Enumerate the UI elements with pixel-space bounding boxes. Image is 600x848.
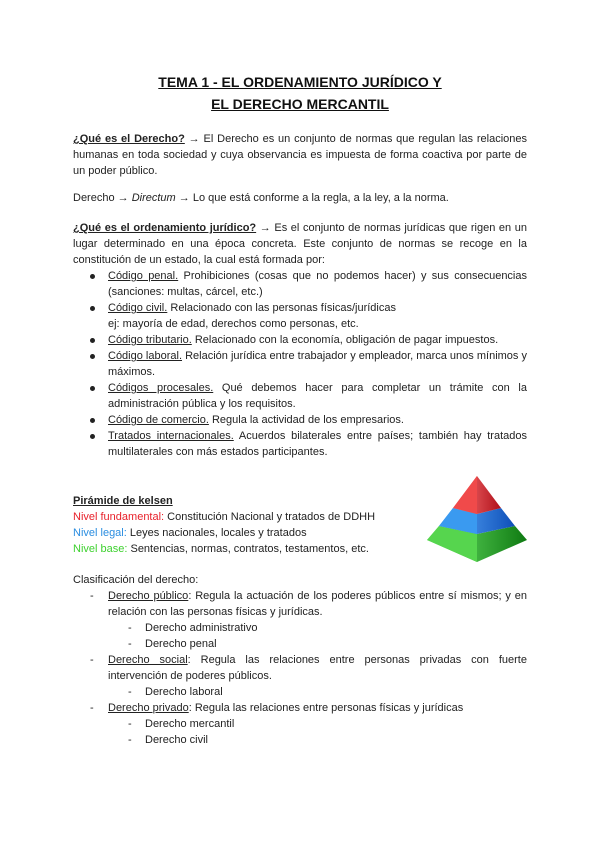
branch-text: : Regula la actuación de los poderes públicos entre sí mismos; y en relación con las personas físicas y jurídicas.: [108, 590, 528, 618]
bullet-icon: [90, 434, 95, 439]
level-text: Constitución Nacional y tratados de DDHH: [164, 511, 376, 523]
pyramid-level-fundamental: [73, 509, 375, 525]
list-item: [73, 684, 527, 700]
level-text: Sentencias, normas, contratos, testamentos, etc.: [127, 543, 369, 555]
code-extra: ej: mayoría de edad, derechos como personas, etc.: [108, 318, 359, 330]
level-label: Nivel fundamental:: [73, 511, 165, 523]
pyramid-heading: Pirámide de kelsen: [73, 495, 173, 507]
bullet-icon: [90, 354, 95, 359]
pyramid-graphic-icon: [425, 474, 530, 566]
sub-branch: Derecho laboral: [145, 686, 223, 698]
list-item: [73, 652, 527, 684]
derecho-answer: → El Derecho es un conjunto de normas que regulan las relaciones humanas en toda sociedad y cuya observancia es impuesta de forma coactiva por parte de un poder público.: [73, 133, 527, 177]
page-title-line-1: TEMA 1 - EL ORDENAMIENTO JURÍDICO Y: [158, 74, 442, 90]
dash-icon: -: [90, 590, 94, 602]
list-item: [73, 588, 527, 620]
derecho-question: ¿Qué es el Derecho?: [73, 133, 185, 145]
list-item: [73, 380, 527, 412]
code-name: Tratados internacionales.: [108, 430, 234, 442]
list-item: [73, 716, 527, 732]
sub-branch: Derecho civil: [145, 734, 208, 746]
sub-branch: Derecho penal: [145, 638, 217, 650]
level-label: Nivel legal:: [73, 527, 127, 539]
branch-text: : Regula las relaciones entre personas privadas con fuerte intervención de poderes públicos.: [108, 654, 527, 682]
etymology-rest: → Lo que está conforme a la regla, a la ley, a la norma.: [175, 192, 449, 204]
dash-icon: -: [90, 654, 94, 666]
pyramid-level-base: [73, 541, 369, 557]
branch-name: Derecho social: [108, 654, 188, 666]
dash-icon: -: [128, 718, 132, 730]
code-name: Código de comercio.: [108, 414, 209, 426]
branch-text: : Regula las relaciones entre personas físicas y jurídicas: [188, 702, 464, 714]
code-text: Relacionado con las personas físicas/jurídicas: [167, 302, 396, 314]
list-item: [73, 268, 527, 300]
code-name: Códigos procesales.: [108, 382, 214, 394]
dash-icon: -: [128, 734, 132, 746]
list-item: [73, 700, 527, 716]
code-text: Qué debemos hacer para completar un trámite con la administración pública y los requisitos.: [108, 382, 527, 410]
etymology-line: [73, 190, 527, 206]
dash-icon: -: [90, 702, 94, 714]
clasificacion-list: [73, 588, 527, 748]
etymology-lead: Derecho →: [73, 192, 132, 204]
bullet-icon: [90, 386, 95, 391]
code-text: Relacionado con la economía, obligación de pagar impuestos.: [191, 334, 499, 346]
page-title-line-2: EL DERECHO MERCANTIL: [211, 96, 389, 112]
list-item: [73, 620, 527, 636]
sub-branch: Derecho administrativo: [145, 622, 258, 634]
list-item: [73, 428, 527, 460]
code-text: Relación jurídica entre trabajador y empleador, marca unos mínimos y máximos.: [108, 350, 527, 378]
list-item: [73, 636, 527, 652]
code-name: Código civil.: [108, 302, 168, 314]
code-text: Regula la actividad de los empresarios.: [208, 414, 404, 426]
ordenamiento-question: ¿Qué es el ordenamiento jurídico?: [73, 222, 257, 234]
sub-branch: Derecho mercantil: [145, 718, 235, 730]
bullet-icon: [90, 418, 95, 423]
bullet-icon: [90, 274, 95, 279]
list-item: [73, 412, 527, 428]
code-name: Código penal.: [108, 270, 179, 282]
code-name: Código tributario.: [108, 334, 192, 346]
code-name: Código laboral.: [108, 350, 183, 362]
list-item: [73, 300, 527, 332]
code-text: Acuerdos bilaterales entre países; también hay tratados multilaterales con más estados participantes.: [108, 430, 527, 458]
level-label: Nivel base:: [73, 543, 128, 555]
derecho-definition: [73, 131, 527, 179]
dash-icon: -: [128, 686, 132, 698]
list-item: [73, 348, 527, 380]
bullet-icon: [90, 338, 95, 343]
bullet-icon: [90, 306, 95, 311]
branch-name: Derecho privado: [108, 702, 189, 714]
dash-icon: -: [128, 638, 132, 650]
codes-list: [73, 268, 527, 460]
level-text: Leyes nacionales, locales y tratados: [126, 527, 307, 539]
branch-name: Derecho público: [108, 590, 189, 602]
clasificacion-heading: Clasificación del derecho:: [73, 574, 199, 586]
ordenamiento-definition: [73, 220, 527, 268]
dash-icon: -: [128, 622, 132, 634]
etymology-latin: Directum: [131, 192, 176, 204]
ordenamiento-answer: → Es el conjunto de normas jurídicas que rigen en un lugar determinado en una época concreta. Este conjunto de normas se recoge en la constitución de un estado, la cual está formada por:: [73, 222, 527, 266]
pyramid-level-legal: [73, 525, 307, 541]
list-item: [73, 332, 527, 348]
code-text: Prohibiciones (cosas que no podemos hacer) y sus consecuencias (sanciones: multas, cárcel, etc.): [108, 270, 527, 298]
list-item: [73, 732, 527, 748]
